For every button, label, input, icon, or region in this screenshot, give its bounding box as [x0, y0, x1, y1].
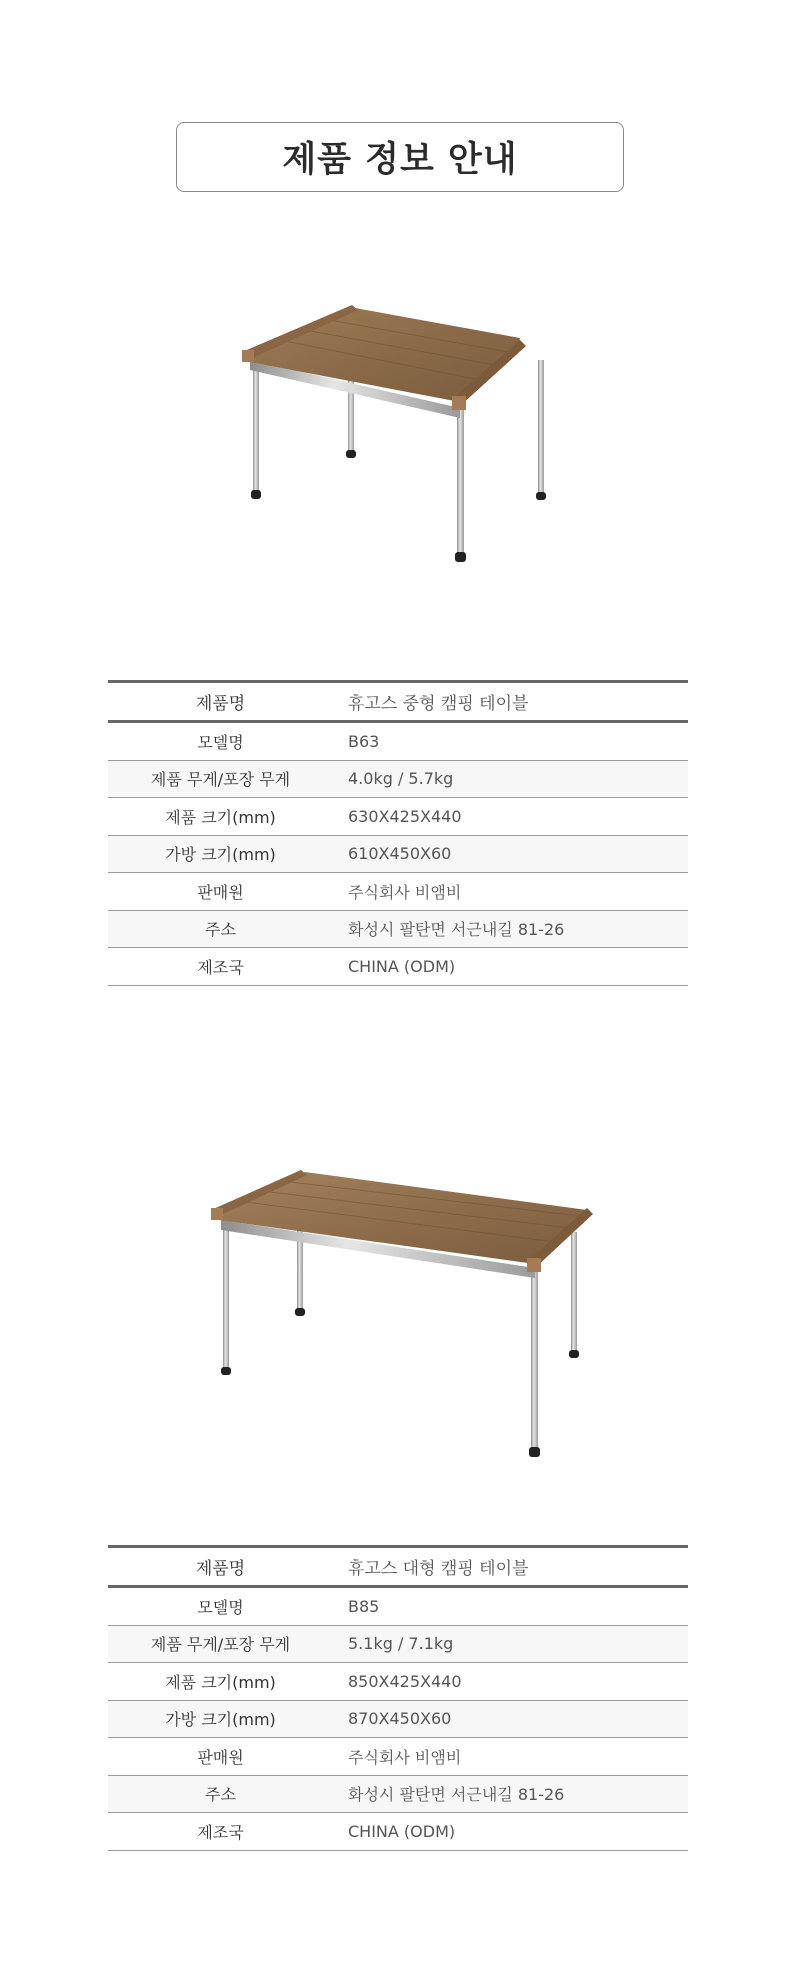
spec-value: B63	[348, 731, 380, 751]
page-title: 제품 정보 안내	[282, 140, 518, 180]
spec-label: 가방 크기(mm)	[165, 1710, 276, 1730]
spec-label: 모델명	[197, 1597, 244, 1617]
spec-label: 제품명	[195, 1559, 246, 1579]
spec-value: 화성시 팔탄면 서근내길 81-26	[348, 1785, 565, 1805]
table-row	[108, 911, 688, 949]
spec-value: 4.0kg / 5.7kg	[348, 769, 454, 789]
spec-label: 제품 무게/포장 무게	[150, 770, 291, 790]
spec-value: 주식회사 비앰비	[348, 882, 462, 902]
table-row	[108, 873, 688, 911]
table-row	[108, 1545, 688, 1588]
table-row	[108, 798, 688, 836]
spec-value: 휴고스 대형 캠핑 테이블	[348, 1559, 529, 1579]
large-table-image	[195, 1160, 605, 1480]
spec-label: 판매원	[197, 882, 244, 902]
spec-value: CHINA (ODM)	[348, 956, 456, 976]
table-row	[108, 1588, 688, 1626]
table-row	[108, 1701, 688, 1739]
spec-label: 제품 크기(mm)	[165, 807, 276, 827]
spec-table-large	[108, 1545, 688, 1851]
spec-label: 제조국	[197, 1822, 244, 1842]
spec-value: 화성시 팔탄면 서근내길 81-26	[348, 920, 565, 940]
spec-label: 주소	[205, 1785, 236, 1805]
table-row	[108, 761, 688, 799]
table-row	[108, 1813, 688, 1851]
spec-value: 휴고스 중형 캠핑 테이블	[348, 694, 529, 714]
spec-value: 주식회사 비앰비	[348, 1747, 462, 1767]
spec-table-medium	[108, 680, 688, 986]
table-row	[108, 680, 688, 723]
spec-value: 610X450X60	[348, 844, 452, 864]
table-row	[108, 723, 688, 761]
spec-value: 870X450X60	[348, 1709, 452, 1729]
spec-label: 제품명	[195, 694, 246, 714]
table-row	[108, 1738, 688, 1776]
spec-label: 제품 크기(mm)	[165, 1672, 276, 1692]
medium-table-image	[220, 290, 580, 610]
spec-value: 5.1kg / 7.1kg	[348, 1634, 454, 1654]
spec-label: 제품 무게/포장 무게	[150, 1635, 291, 1655]
spec-label: 주소	[205, 920, 236, 940]
spec-label: 판매원	[197, 1747, 244, 1767]
spec-value: 630X425X440	[348, 806, 462, 826]
page-title-box	[176, 122, 624, 192]
spec-label: 가방 크기(mm)	[165, 845, 276, 865]
table-row	[108, 1776, 688, 1814]
spec-label: 모델명	[197, 732, 244, 752]
table-row	[108, 948, 688, 986]
spec-label: 제조국	[197, 957, 244, 977]
table-row	[108, 1626, 688, 1664]
spec-value: 850X425X440	[348, 1671, 462, 1691]
spec-value: B85	[348, 1596, 380, 1616]
table-row	[108, 836, 688, 874]
table-row	[108, 1663, 688, 1701]
spec-value: CHINA (ODM)	[348, 1821, 456, 1841]
